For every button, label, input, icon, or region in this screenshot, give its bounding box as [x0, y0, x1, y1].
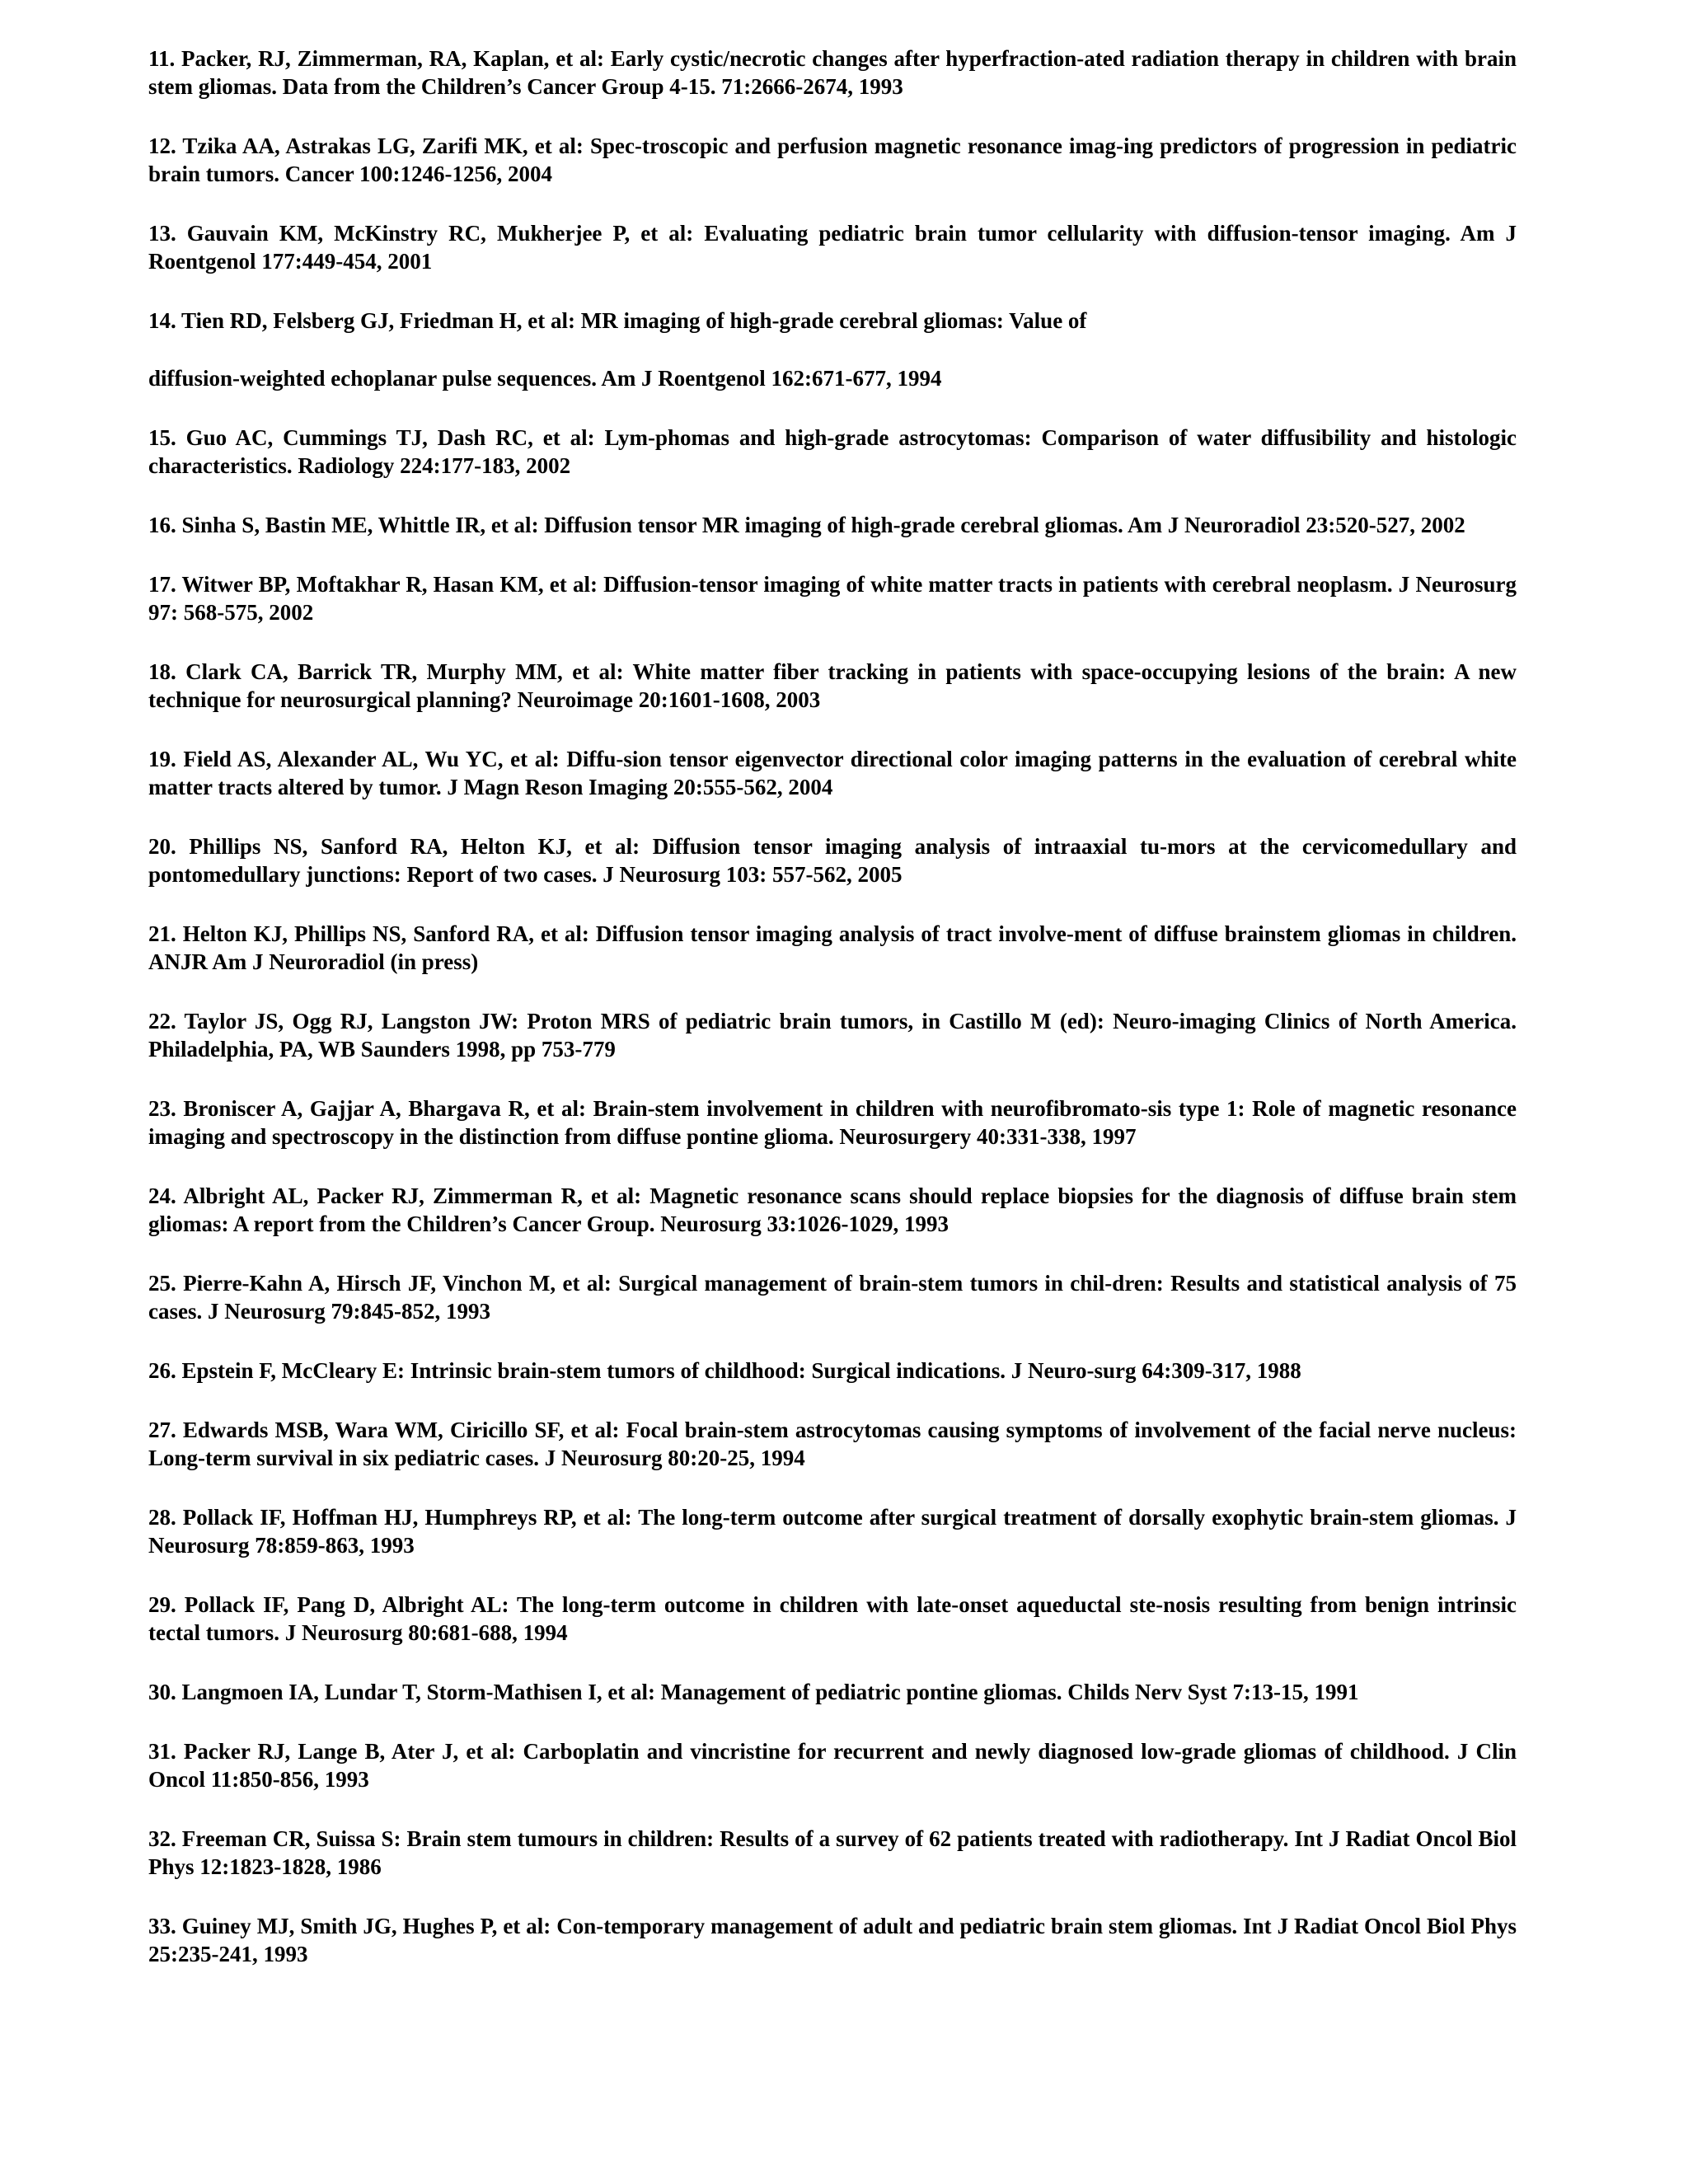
reference-29: 29. Pollack IF, Pang D, Albright AL: The long-term outcome in children with late-onset aqueductal ste-nosis resulting from benign intrinsic tectal tumors. J Neurosurg 80:681-688, 1994 — [148, 1592, 1517, 1645]
reference-15: 15. Guo AC, Cummings TJ, Dash RC, et al: Lym-phomas and high-grade astrocytomas: Comparison of water diffusibility and histologic characteristics. Radiology 224:177-183, 2002 — [148, 425, 1517, 478]
reference-30: 30. Langmoen IA, Lundar T, Storm-Mathisen I, et al: Management of pediatric pontine gliomas. Childs Nerv Syst 7:13-15, 1991 — [148, 1680, 1359, 1704]
reference-11: 11. Packer, RJ, Zimmerman, RA, Kaplan, et al: Early cystic/necrotic changes after hyperfraction-ated radiation therapy in children with brain stem gliomas. Data from the Children’s Cancer Group 4-15. 71:2666-2674, 1993 — [148, 46, 1517, 99]
reference-25: 25. Pierre-Kahn A, Hirsch JF, Vinchon M, et al: Surgical management of brain-stem tumors in chil-dren: Results and statistical analysis of 75 cases. J Neurosurg 79:845-852, 1993 — [148, 1271, 1517, 1324]
reference-list — [148, 45, 1517, 1999]
reference-12: 12. Tzika AA, Astrakas LG, Zarifi MK, et al: Spec-troscopic and perfusion magnetic resonance imag-ing predictors of progression in pediatric brain tumors. Cancer 100:1246-1256, 2004 — [148, 134, 1517, 186]
reference-20: 20. Phillips NS, Sanford RA, Helton KJ, et al: Diffusion tensor imaging analysis of intraaxial tu-mors at the cervicomedullary and pontomedullary junctions: Report of two cases. J Neurosurg 103: 557-562, 2005 — [148, 834, 1517, 887]
reference-14-first-line: 14. Tien RD, Felsberg GJ, Friedman H, et al: MR imaging of high-grade cerebral gliomas: Value of — [148, 308, 1087, 333]
reference-17: 17. Witwer BP, Moftakhar R, Hasan KM, et al: Diffusion-tensor imaging of white matter tracts in patients with cerebral neoplasm. J Neurosurg 97: 568-575, 2002 — [148, 572, 1517, 625]
reference-33: 33. Guiney MJ, Smith JG, Hughes P, et al: Con-temporary management of adult and pediatric brain stem gliomas. Int J Radiat Oncol Biol Phys 25:235-241, 1993 — [148, 1914, 1517, 1966]
reference-14-continuation: diffusion-weighted echoplanar pulse sequences. Am J Roentgenol 162:671-677, 1994 — [148, 366, 942, 391]
reference-28: 28. Pollack IF, Hoffman HJ, Humphreys RP, et al: The long-term outcome after surgical treatment of dorsally exophytic brain-stem gliomas. J Neurosurg 78:859-863, 1993 — [148, 1505, 1517, 1558]
reference-21: 21. Helton KJ, Phillips NS, Sanford RA, et al: Diffusion tensor imaging analysis of tract involve-ment of diffuse brainstem gliomas in children. ANJR Am J Neuroradiol (in press) — [148, 921, 1517, 974]
reference-19: 19. Field AS, Alexander AL, Wu YC, et al: Diffu-sion tensor eigenvector directional color imaging patterns in the evaluation of cerebral white matter tracts altered by tumor. J Magn Reson Imaging 20:555-562, 2004 — [148, 747, 1517, 799]
reference-24: 24. Albright AL, Packer RJ, Zimmerman R, et al: Magnetic resonance scans should replace biopsies for the diagnosis of diffuse brain stem gliomas: A report from the Children’s Cancer Group. Neurosurg 33:1026-1029, 1993 — [148, 1183, 1517, 1236]
reference-23: 23. Broniscer A, Gajjar A, Bhargava R, et al: Brain-stem involvement in children with neurofibromato-sis type 1: Role of magnetic resonance imaging and spectroscopy in the distinction from diffuse pontine glioma. Neurosurgery 40:331-338, 1997 — [148, 1096, 1517, 1149]
reference-16: 16. Sinha S, Bastin ME, Whittle IR, et al: Diffusion tensor MR imaging of high-grade cerebral gliomas. Am J Neuroradiol 23:520-527, 2002 — [148, 513, 1465, 537]
reference-27: 27. Edwards MSB, Wara WM, Ciricillo SF, et al: Focal brain-stem astrocytomas causing symptoms of involvement of the facial nerve nucleus: Long-term survival in six pediatric cases. J Neurosurg 80:20-25, 1994 — [148, 1418, 1517, 1470]
reference-26: 26. Epstein F, McCleary E: Intrinsic brain-stem tumors of childhood: Surgical indications. J Neuro-surg 64:309-317, 1988 — [148, 1358, 1301, 1383]
reference-13: 13. Gauvain KM, McKinstry RC, Mukherjee P, et al: Evaluating pediatric brain tumor cellularity with diffusion-tensor imaging. Am J Roentgenol 177:449-454, 2001 — [148, 221, 1517, 274]
reference-18: 18. Clark CA, Barrick TR, Murphy MM, et al: White matter fiber tracking in patients with space-occupying lesions of the brain: A new technique for neurosurgical planning? Neuroimage 20:1601-1608, 2003 — [148, 659, 1517, 712]
reference-32: 32. Freeman CR, Suissa S: Brain stem tumours in children: Results of a survey of 62 patients treated with radiotherapy. Int J Radiat Oncol Biol Phys 12:1823-1828, 1986 — [148, 1826, 1517, 1879]
reference-31: 31. Packer RJ, Lange B, Ater J, et al: Carboplatin and vincristine for recurrent and newly diagnosed low-grade gliomas of childhood. J Clin Oncol 11:850-856, 1993 — [148, 1739, 1517, 1792]
reference-22: 22. Taylor JS, Ogg RJ, Langston JW: Proton MRS of pediatric brain tumors, in Castillo M (ed): Neuro-imaging Clinics of North America. Philadelphia, PA, WB Saunders 1998, pp 753-779 — [148, 1009, 1517, 1062]
